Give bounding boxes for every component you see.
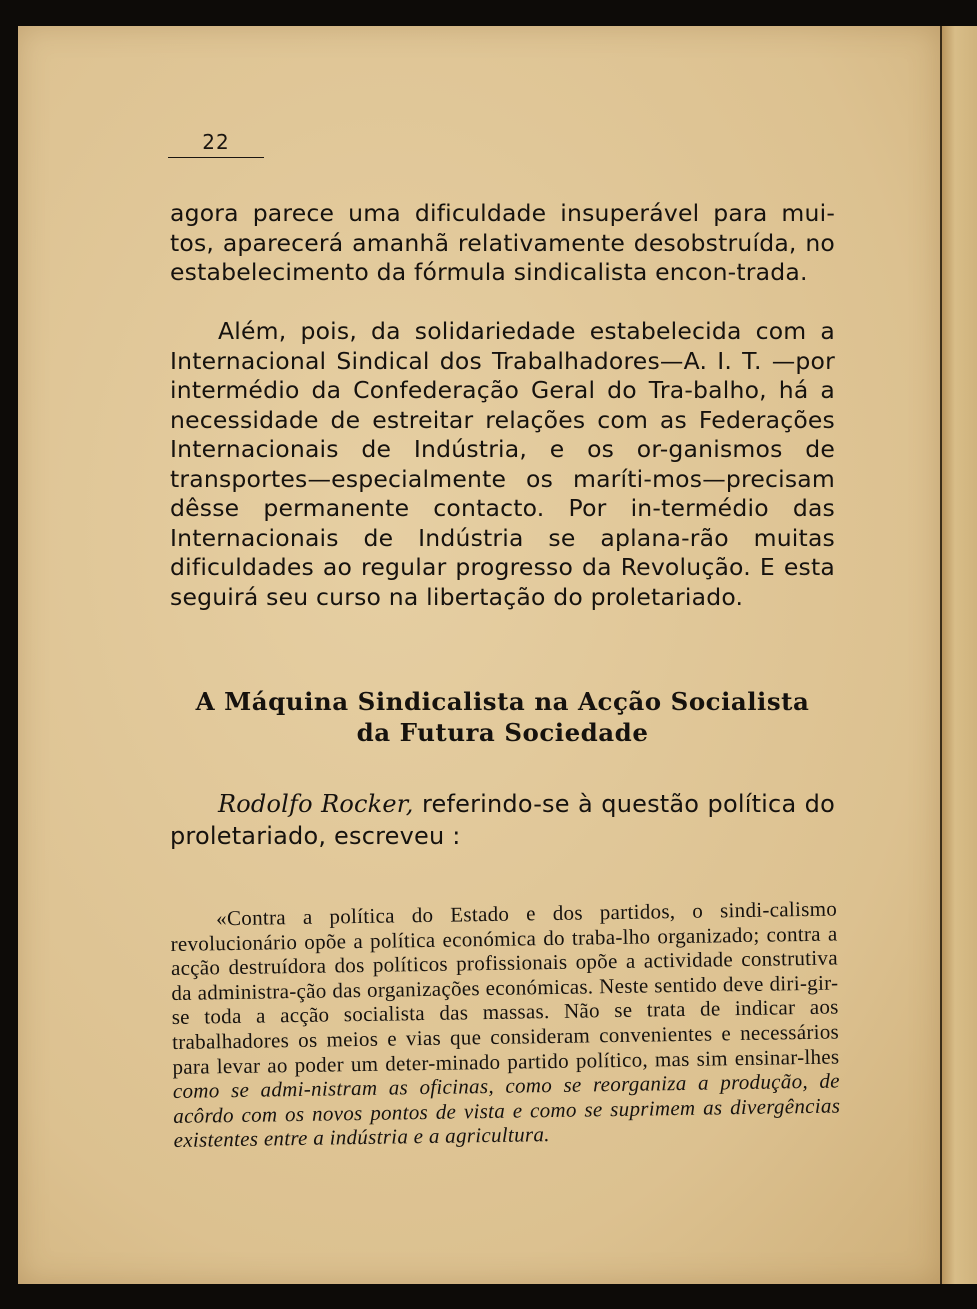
quote-text: «Contra a política do Estado e dos partidos, o sindi-calismo revolucionário opõe a política económica do traba-lho organizado; contra a acção destruídora dos políticos profissionais opõe a actividade construtiva da administra-ção das organizações económicas. Neste sentido deve diri-gir-se toda a acção socialista das massas. Não se trata de indicar aos trabalhadores os meios e vias que consideram convenientes e necessários para levar ao poder um deter-minado partido político, mas sim ensinar-lhes (170, 896, 840, 1079)
paragraph-rocker-intro (170, 788, 835, 852)
intro-text: referindo-se à questão política do proletariado, escreveu : (170, 790, 835, 850)
author-name: Rodolfo Rocker, (218, 790, 414, 818)
paragraph-solidarity: Além, pois, da solidariedade estabelecida com a Internacional Sindical dos Trabalhadores—A. I. T. —por intermédio da Confederação Geral do Tra-balho, há a necessidade de estreitar relações com as Federações Internacionais de Indústria, e os or-ganismos de transportes—especialmente os maríti-mos—precisam dêsse permanente contacto. Por in-termédio das Internacionais de Indústria se aplana-rão muitas dificuldades ao regular progresso da Revolução. E esta seguirá seu curso na libertação do proletariado. (170, 317, 835, 611)
adjacent-page-edge (940, 26, 977, 1284)
section-heading-line-1: A Máquina Sindicalista na Acção Socialista (195, 687, 810, 716)
section-heading-line-2: da Futura Sociedade (356, 718, 649, 747)
block-quote (170, 897, 841, 1153)
quote-italic-text: como se admi-nistram as oficinas, como se reorganiza a produção, de acôrdo com os novos pontos de vista e como se suprimem as divergências existentes entre a indústria e a agricultura. (172, 1068, 841, 1153)
paragraph-continuation: agora parece uma dificuldade insuperável para mui-tos, aparecerá amanhã relativamente desobstruída, no estabelecimento da fórmula sindicalista encon-trada. (170, 199, 835, 286)
page-number: 22 (168, 130, 264, 158)
